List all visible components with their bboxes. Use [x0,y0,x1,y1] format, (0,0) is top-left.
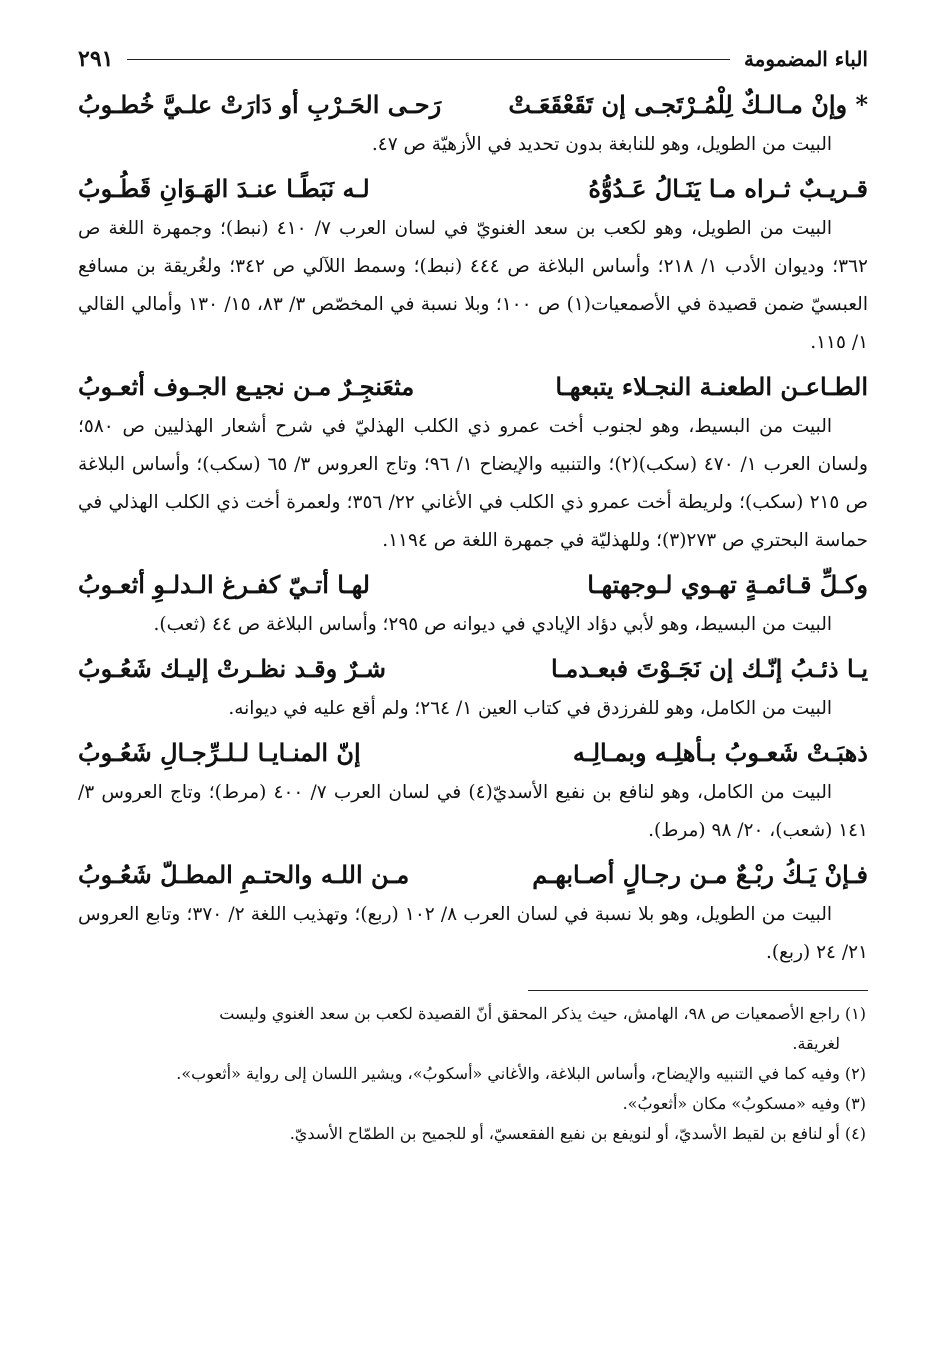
verse-first-hemistich: ذهبَـتْ شَعـوبُ بـأهلِـه وبمـالِـه [572,738,868,767]
verse-second-hemistich: لهـا أتـيّ كفـرغ الـدلـوِ أثعـوبُ [78,570,370,599]
verse-line [78,736,868,770]
verse-line [78,370,868,404]
verse-line [78,568,868,602]
verse-line [78,172,868,206]
footnote-separator [528,990,868,991]
verse-commentary: البيت من الكامل، وهو للفرزدق في كتاب العين ١/ ٢٦٤؛ ولم أقع عليه في ديوانه. [228,698,832,719]
chapter-title: الباء المضمومة [743,47,868,71]
verse-commentary: البيت من الكامل، وهو لنافع بن نفيع الأسديّ(٤) في لسان العرب ٧/ ٤٠٠ (مرط)؛ وتاج العروس ٣/ ١٤١ (شعب)، ٢٠/ ٩٨ (مرط). [78,782,868,841]
verse-line [78,858,868,892]
verse-commentary: البيت من البسيط، وهو لأبي دؤاد الإيادي في ديوانه ص ٢٩٥؛ وأساس البلاغة ص ٤٤ (ثعب). [153,614,832,635]
footnote-3: (٣) وفيه «مسكوبُ» مكان «أثعوبُ». [622,1094,866,1113]
verse-second-hemistich: شـرٌ وقـد نظـرتْ إليـك شَعُـوبُ [78,654,386,683]
verse-first-hemistich: وكـلِّ قـائمـةٍ تهـوي لـوجهتهـا [587,570,868,599]
footnote-1: (١) راجع الأصمعيات ص ٩٨، الهامش، حيث يذكر المحقق أنّ القصيدة لكعب بن سعد الغنوي وليست [219,1004,866,1023]
verse-second-hemistich: مـن اللـه والحتـمِ المطـلّ شَعُـوبُ [78,860,410,889]
verse-line [78,652,868,686]
verse-second-hemistich: مثعَنجِـرٌ مـن نجيـع الجـوف أثعـوبُ [78,372,415,401]
verse-first-hemistich: يـا ذئـبُ إنّـك إن نَجَـوْتَ فبعـدمـا [551,654,868,683]
verse-commentary: البيت من الطويل، وهو للنابغة بدون تحديد في الأزهيّة ص ٤٧. [371,134,832,155]
footnote-4: (٤) أو لنافع بن لقيط الأسديّ، أو لنويفع بن نفيع الفقعسيّ، أو للجميح بن الطمّاح الأسديّ. [289,1124,866,1143]
footnote-1-continuation: لغريقة. [792,1034,840,1053]
page-number: ٢٩١ [78,46,114,72]
verse-second-hemistich: لـه نَبَطًـا عنـدَ الهَـوَانِ قَطُـوبُ [78,174,370,203]
verse-line [78,88,868,122]
footnote-2: (٢) وفيه كما في التنبيه والإيضاح، وأساس البلاغة، والأغاني «أسكوبُ»، ويشير اللسان إلى رواية «أثعوب». [176,1064,866,1083]
verse-first-hemistich: قـريـبٌ ثـراه مـا يَنَـالُ عَـدُوُّهُ [588,174,868,203]
verse-commentary: البيت من الطويل، وهو بلا نسبة في لسان العرب ٨/ ١٠٢ (ربع)؛ وتهذيب اللغة ٢/ ٣٧٠؛ وتابع العروس ٢١/ ٢٤ (ربع). [78,904,868,963]
verse-first-hemistich: * وإنْ مـالـكٌ لِلْمُـرْتَجـى إن تَقَعْقَعَـتْ [508,90,868,119]
verse-commentary: البيت من الطويل، وهو لكعب بن سعد الغنويّ في لسان العرب ٧/ ٤١٠ (نبط)؛ وجمهرة اللغة ص ٣٦٢؛ وديوان الأدب ١/ ٢١٨؛ وأساس البلاغة ص ٤٤٤ (نبط)؛ وسمط اللآلي ص ٣٤٢؛ ولغُريقة بن مسافع العبسيّ ضمن قصيدة في الأصمعيات(١) ص ١٠٠؛ وبلا نسبة في المخصّص ٣/ ٨٣، ١٥/ ١٣٠ وأمالي القالي ١/ ١١٥. [78,218,868,353]
page-header [78,36,868,82]
verse-commentary: البيت من البسيط، وهو لجنوب أخت عمرو ذي الكلب الهذليّ في شرح أشعار الهذليين ص ٥٨٠؛ ولسان العرب ١/ ٤٧٠ (سكب)(٢)؛ والتنبيه والإيضاح ١/ ٩٦؛ وتاج العروس ٣/ ٦٥ (سكب)؛ وأساس البلاغة ص ٢١٥ (سكب)؛ ولريطة أخت عمرو ذي الكلب في الأغاني ٢٢/ ٣٥٦؛ ولعمرة أخت ذي الكلب الهذلي في حماسة البحتري ص ٢٧٣(٣)؛ وللهذليّة في جمهرة اللغة ص ١١٩٤. [78,416,868,551]
verse-second-hemistich: رَحـى الحَـرْبِ أو دَارَتْ علـيَّ خُطـوبُ [78,90,442,119]
book-page [78,36,868,1149]
verse-first-hemistich: فـإنْ يَـكُ ربْـعٌ مـن رجـالٍ أصـابهـم [532,860,868,889]
verse-first-hemistich: الطـاعـن الطعنـة النجـلاء يتبعهـا [555,372,868,401]
header-rule [127,59,730,60]
verse-second-hemistich: إنّ المنـايـا لـلـرِّجـالِ شَعُـوبُ [78,738,361,767]
